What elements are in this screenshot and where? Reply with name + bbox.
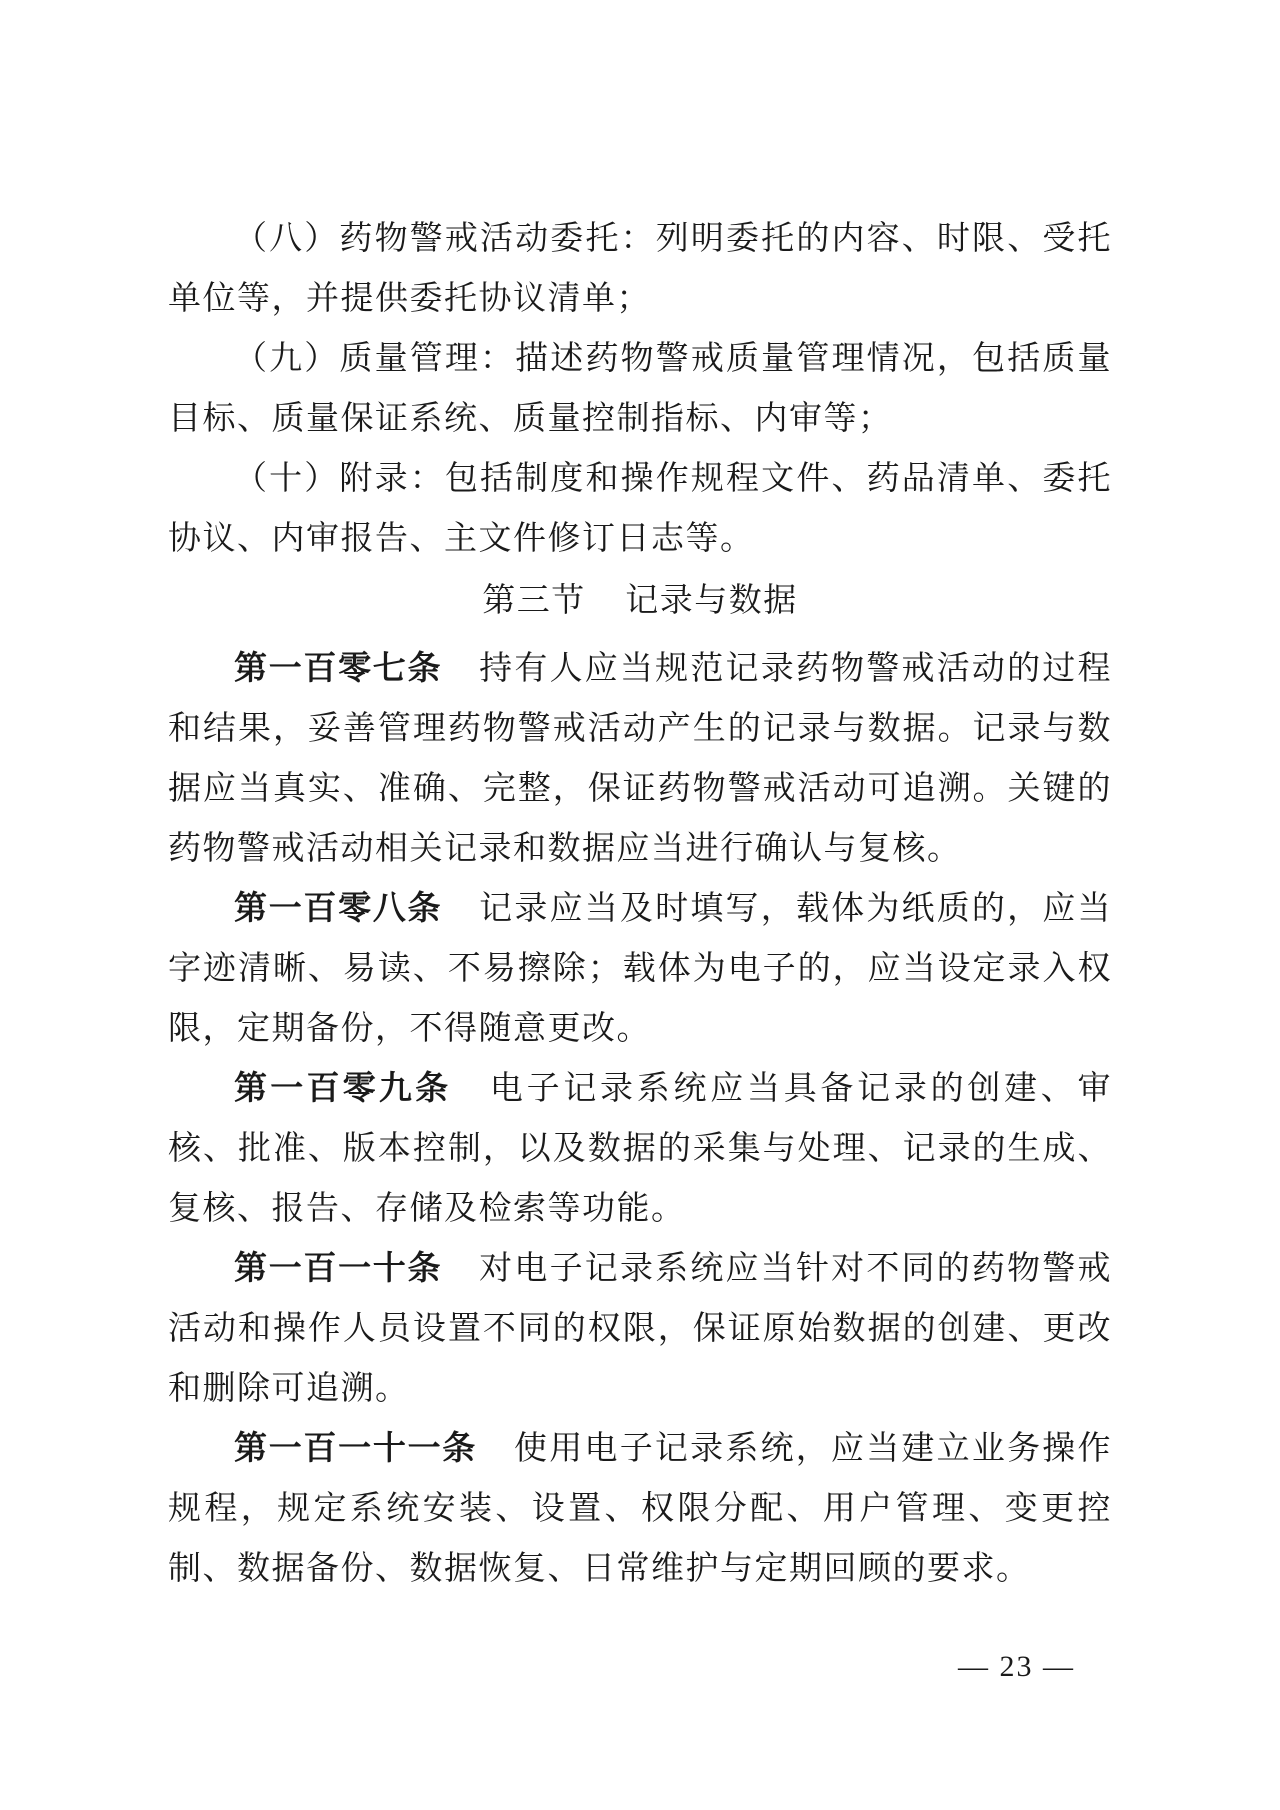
article-label: 第一百零八条 [234, 888, 443, 927]
article-text: 对电子记录系统应当针对不同的药物警戒活动和操作人员设置不同的权限，保证原始数据的创建、更改和删除可追溯。 [168, 1248, 1113, 1407]
article-label: 第一百一十一条 [234, 1428, 478, 1467]
article-text: 电子记录系统应当具备记录的创建、审核、批准、版本控制，以及数据的采集与处理、记录的生成、复核、报告、存储及检索等功能。 [168, 1068, 1113, 1227]
article-107 [168, 638, 1112, 878]
article-text: 持有人应当规范记录药物警戒活动的过程和结果，妥善管理药物警戒活动产生的记录与数据。记录与数据应当真实、准确、完整，保证药物警戒活动可追溯。关键的药物警戒活动相关记录和数据应当进行确认与复核。 [168, 648, 1113, 867]
article-text: 使用电子记录系统，应当建立业务操作规程，规定系统安装、设置、权限分配、用户管理、变更控制、数据备份、数据恢复、日常维护与定期回顾的要求。 [168, 1428, 1113, 1587]
article-label: 第一百一十条 [234, 1248, 443, 1287]
page-number: — 23 — [958, 1650, 1075, 1683]
article-text: 记录应当及时填写，载体为纸质的，应当字迹清晰、易读、不易擦除；载体为电子的，应当设定录入权限，定期备份，不得随意更改。 [168, 888, 1113, 1047]
section-heading [168, 568, 1112, 632]
article-108 [168, 878, 1112, 1058]
section-title: 记录与数据 [625, 580, 798, 619]
list-item-9: （九）质量管理：描述药物警戒质量管理情况，包括质量目标、质量保证系统、质量控制指标、内审等； [168, 338, 1112, 437]
list-item-8: （八）药物警戒活动委托：列明委托的内容、时限、受托单位等，并提供委托协议清单； [168, 218, 1112, 317]
article-110 [168, 1238, 1112, 1418]
article-label: 第一百零七条 [234, 648, 443, 687]
article-label: 第一百零九条 [234, 1068, 452, 1107]
document-page [168, 208, 1112, 1598]
section-number: 第三节 [482, 580, 586, 619]
article-109 [168, 1058, 1112, 1238]
article-111 [168, 1418, 1112, 1598]
list-item-10: （十）附录：包括制度和操作规程文件、药品清单、委托协议、内审报告、主文件修订日志等。 [168, 458, 1112, 557]
